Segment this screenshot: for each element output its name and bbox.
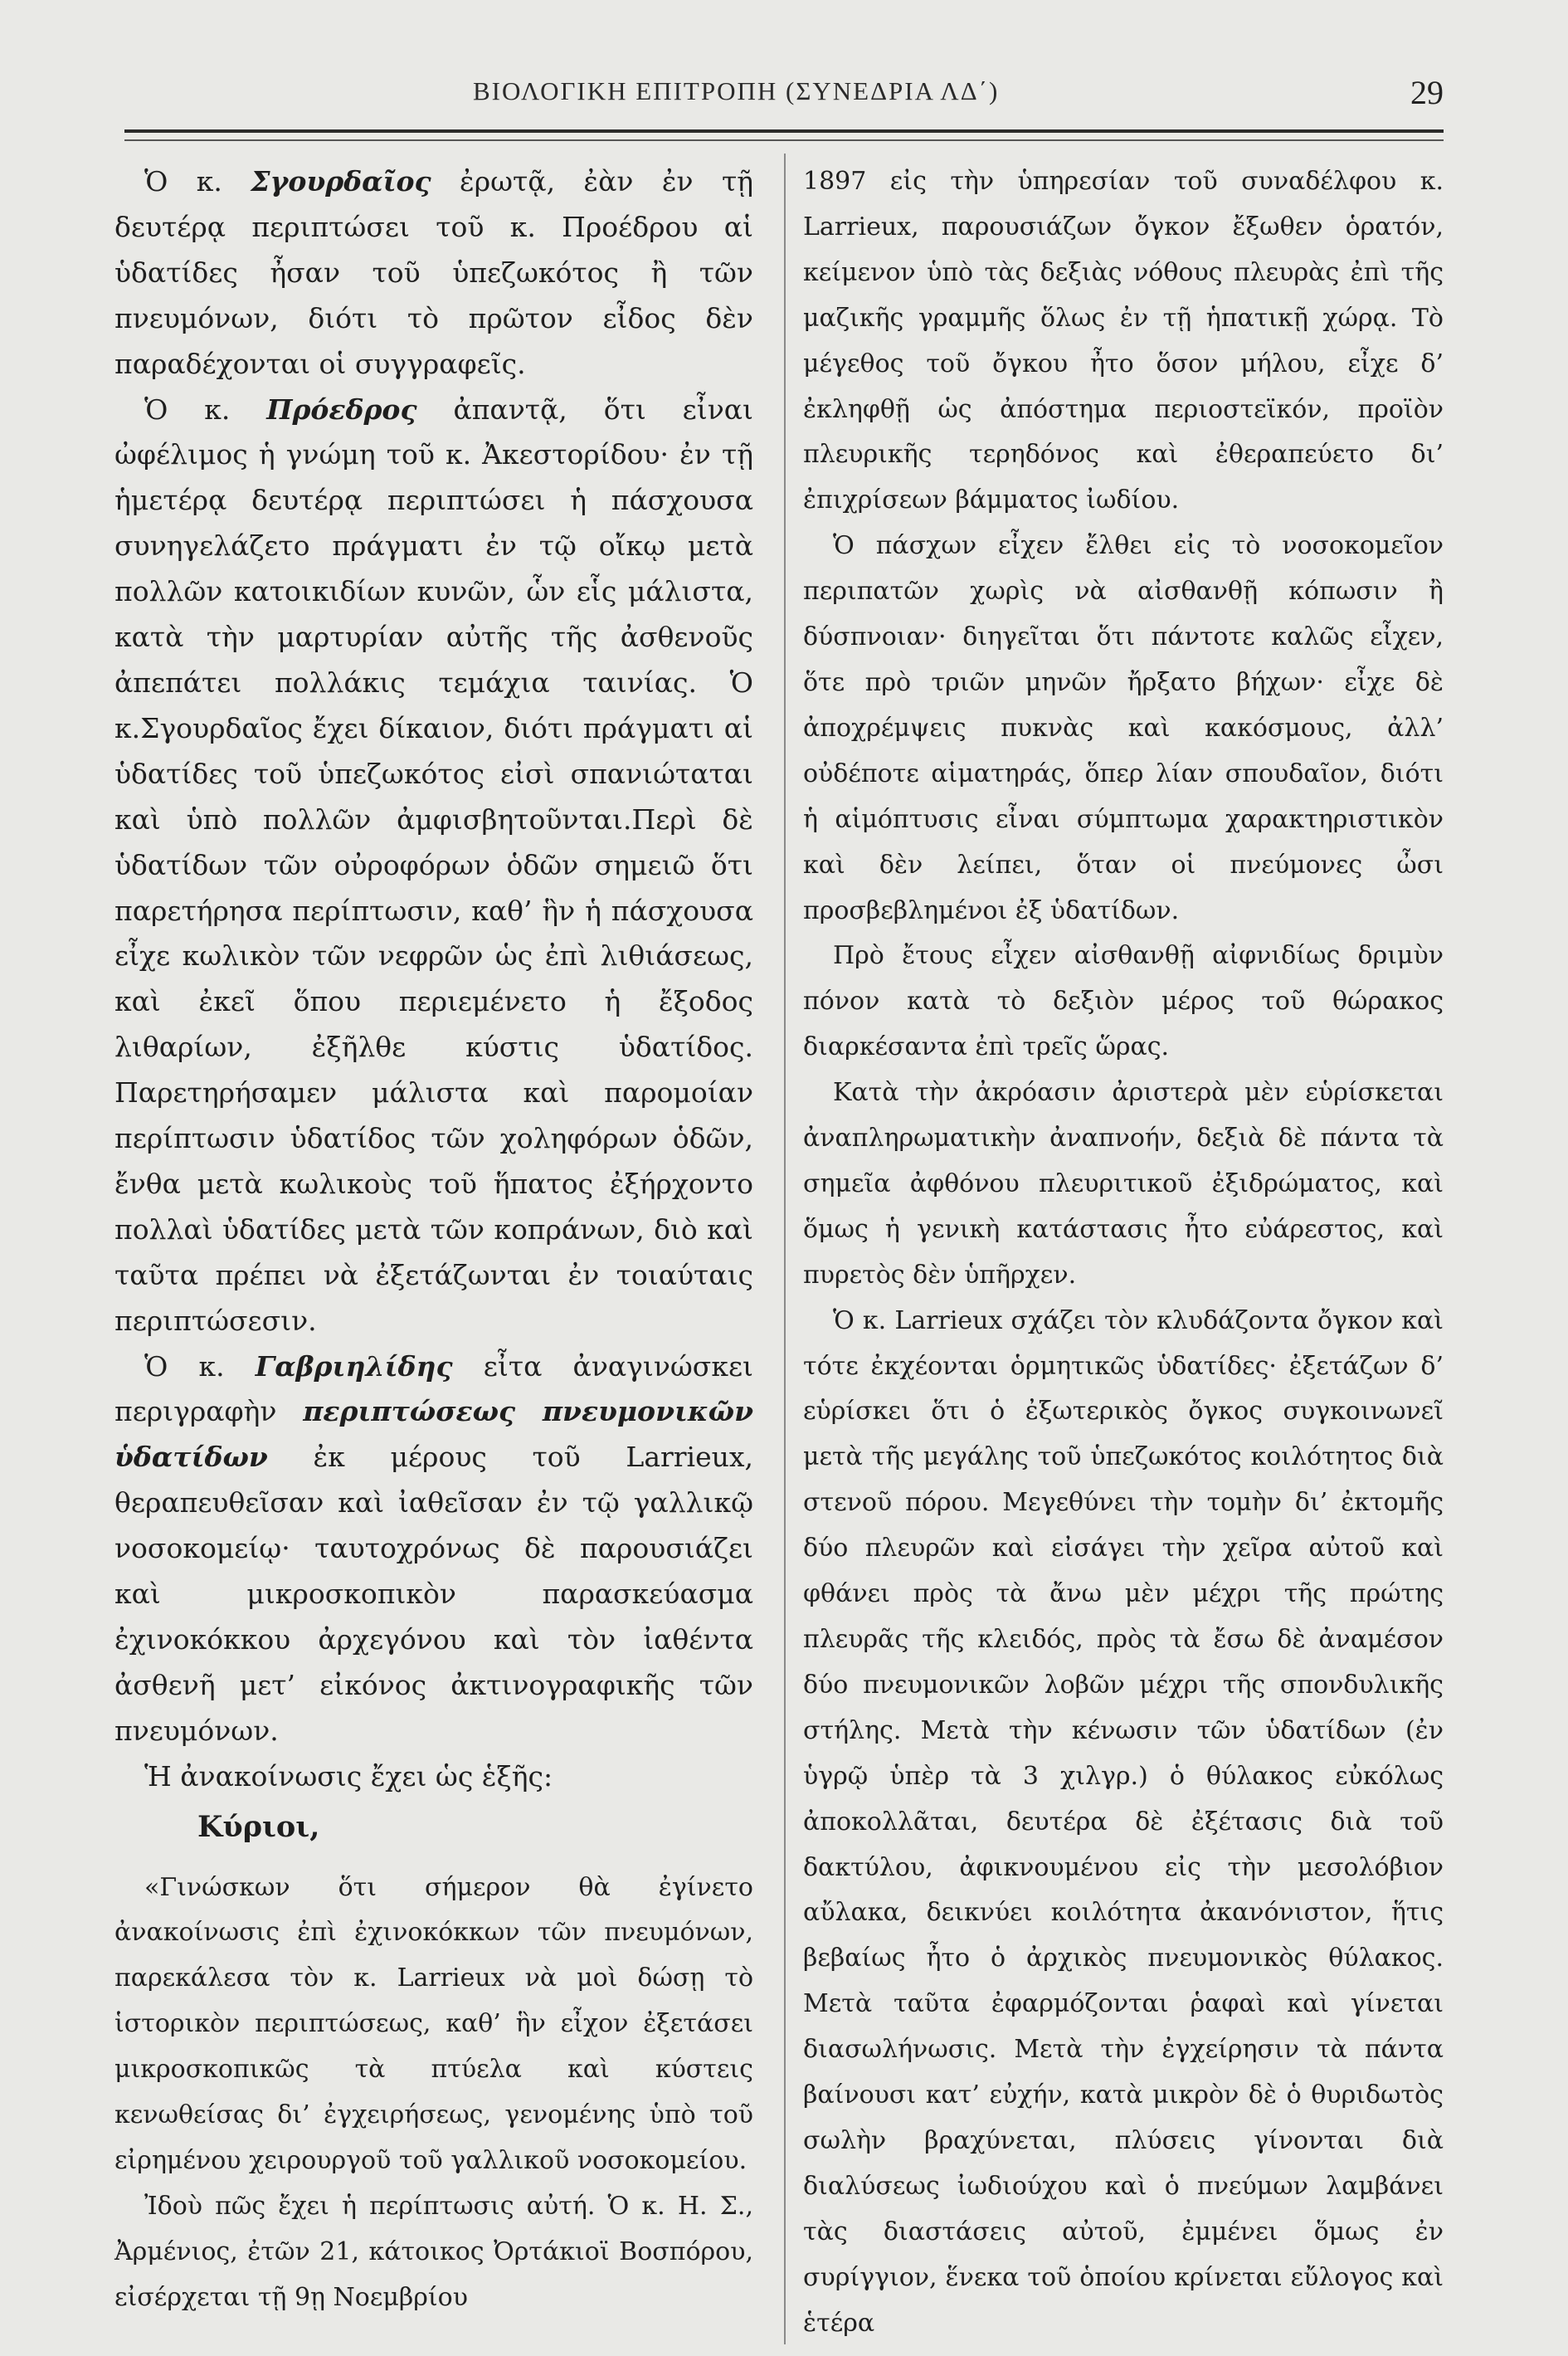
paragraph-gavriilidis	[114, 1344, 753, 1754]
paragraph-operation: Ὁ κ. Larrieux σχάζει τὸν κλυδάζοντα ὄγκον καὶ τότε ἐκχέονται ὁρμητικῶς ὑδατίδες· ἐξετάζων δ’ εὑρίσκει ὅτι ὁ ἐξωτερικὸς ὄγκος συγκοινωνεῖ μετὰ τῆς μεγάλης τοῦ ὑπεζωκότος κοιλότητος διὰ στενοῦ πόρου. Μεγεθύνει τὴν τομὴν δι’ ἐκτομῆς δύο πλευρῶν καὶ εἰσάγει τὴν χεῖρα αὐτοῦ καὶ φθάνει πρὸς τὰ ἄνω μὲν μέχρι τῆς πρώτης πλευρᾶς τῆς κλειδός, πρὸς τὰ ἔσω δὲ ἀναμέσον δύο πνευμονικῶν λοβῶν μέχρι τῆς σπονδυλικῆς στήλης. Μετὰ τὴν κένωσιν τῶν ὑδατίδων (ἐν ὑγρῷ ὑπὲρ τὰ 3 χιλγρ.) ὁ θύλακος εὐκόλως ἀποκολλᾶται, δευτέρα δὲ ἐξέτασις διὰ τοῦ δακτύλου, ἀφικνουμένου εἰς τὴν μεσολόβιον αὔλακα, δεικνύει κοιλότητα ἀκανόνιστον, ἥτις βεβαίως ἦτο ὁ ἀρχικὸς πνευμονικὸς θύλακος. Μετὰ ταῦτα ἐφαρμόζονται ῥαφαὶ καὶ γίνεται διασωλήνωσις. Μετὰ τὴν ἐγχείρησιν τὰ πάντα βαίνουσι κατ’ εὐχήν, κατὰ μικρὸν δὲ ὁ θυριδωτὸς σωλὴν βραχύνεται, πλύσεις γίνονται διὰ διαλύσεως ἰωδιούχου καὶ ὁ πνεύμων λαμβάνει τὰς διαστάσεις αὐτοῦ, ἐμμένει ὅμως ἐν συρίγγιον, ἕνεκα τοῦ ὁποίου κρίνεται εὔλογος καὶ ἑτέρα	[803, 1305, 1444, 2338]
salutation: Κύριοι,	[197, 1809, 320, 1844]
paragraph-text: ἀπαντᾷ, ὅτι εἶναι ὠφέλιμος ἡ γνώμη τοῦ κ. Ἀκεστορίδου· ἐν τῇ ἡμετέρᾳ δευτέρᾳ περιπτώσει ἡ πάσχουσα συνηγελάζετο πράγματι ἐν τῷ οἴκῳ μετὰ πολλῶν κατοικιδίων κυνῶν, ὧν εἷς μάλιστα, κατὰ τὴν μαρτυρίαν αὐτῆς τῆς ἀσθενοῦς ἀπεπάτει πολλάκις τεμάχια ταινίας. Ὁ κ.Σγουρδαῖος ἔχει δίκαιον, διότι πράγματι αἱ ὑδατίδες τοῦ ὑπεζωκότος εἰσὶ σπανιώταται καὶ ὑπὸ πολλῶν ἀμφισβητοῦνται.Περὶ δὲ ὑδατίδων τῶν οὐροφόρων ὁδῶν σημειῶ ὅτι παρετήρησα περίπτωσιν, καθ’ ἣν ἡ πάσχουσα εἶχε κωλικὸν τῶν νεφρῶν ὡς ἐπὶ λιθιάσεως, καὶ ἐκεῖ ὅπου περιεμένετο ἡ ἔξοδος λιθαρίων, ἐξῆλθε κύστις ὑδατίδος. Παρετηρήσαμεν μάλιστα καὶ παρομοίαν περίπτωσιν ὑδατίδος τῶν χοληφόρων ὁδῶν, ἔνθα μετὰ κωλικοὺς τοῦ ἥπατος ἐξήρχοντο πολλαὶ ὑδατίδες μετὰ τῶν κοπράνων, διὸ καὶ ταῦτα πρέπει νὰ ἐξετάζωνται ἐν τοιαύταις περιπτώσεσιν.	[114, 393, 753, 1337]
speaker-name: Πρόεδρος	[266, 393, 417, 426]
speaker-name: Γαβριηλίδης	[255, 1349, 453, 1383]
communication-title: περιπτώσεως πνευμονικῶν ὑδατίδων	[114, 1395, 753, 1474]
header-rule-thick	[124, 129, 1444, 133]
paragraph-text: ἐρωτᾷ, ἐὰν ἐν τῇ δευτέρᾳ περιπτώσει τοῦ κ. Προέδρου αἱ ὑδατίδες ἦσαν τοῦ ὑπεζωκότος ἢ τῶν πνευμόνων, διότι τὸ πρῶτον εἶδος δὲν παραδέχονται οἱ συγγραφεῖς.	[114, 165, 753, 380]
paragraph-text: εἶτα ἀναγινώσκει περιγραφὴν	[114, 1349, 753, 1428]
header-rule-thin	[124, 139, 1444, 141]
paragraph-case: Ἰδοὺ πῶς ἔχει ἡ περίπτωσις αὐτή. Ὁ κ. Η. Σ., Ἀρμένιος, ἐτῶν 21, κάτοικος Ὀρτάκιοϊ Βοσπόρου, εἰσέρχεται τῇ 9ῃ Νοεμβρίου	[114, 2191, 753, 2312]
paragraph-intro: Ἡ ἀνακοίνωσις ἔχει ὡς ἑξῆς:	[144, 1759, 553, 1793]
running-title: ΒΙΟΛΟΓΙΚΗ ΕΠΙΤΡΟΠΗ (ΣΥΝΕΔΡΙΑ ΛΔ΄)	[473, 76, 1000, 105]
paragraph-auscultation: Κατὰ τὴν ἀκρόασιν ἀριστερὰ μὲν εὑρίσκεται ἀναπληρωματικὴν ἀναπνοήν, δεξιὰ δὲ πάντα τὰ σημεῖα ἀφθόνου πλευριτικοῦ ἐξιδρώματος, καὶ ὅμως ἡ γενικὴ κατάστασις ἦτο εὐάρεστος, καὶ πυρετὸς δὲν ὑπῆρχεν.	[803, 1078, 1444, 1290]
column-divider	[784, 154, 786, 2344]
paragraph-history: Ὁ πάσχων εἶχεν ἔλθει εἰς τὸ νοσοκομεῖον περιπατῶν χωρὶς νὰ αἰσθανθῇ κόπωσιν ἢ δύσπνοιαν· διηγεῖται ὅτι πάντοτε καλῶς εἶχεν, ὅτε πρὸ τριῶν μηνῶν ἤρξατο βήχων· εἶχε δὲ ἀποχρέμψεις πυκνὰς καὶ κακόσμους, ἀλλ’ οὐδέποτε αἱματηράς, ὅπερ λίαν σπουδαῖον, διότι ἡ αἱμόπτυσις εἶναι σύμπτωμα χαρακτηριστικὸν καὶ δὲν λείπει, ὅταν οἱ πνεύμονες ὦσι προσβεβλημένοι ἐξ ὑδατίδων.	[803, 531, 1444, 925]
speaker-prefix: Ὁ κ.	[144, 1349, 256, 1383]
paragraph-text: ἐκ μέρους τοῦ Larrieux, θεραπευθεῖσαν καὶ ἰαθεῖσαν ἐν τῷ γαλλικῷ νοσοκομείῳ· ταυτοχρόνως δὲ παρουσιάζει καὶ μικροσκοπικὸν παρασκεύασμα ἐχινοκόκκου ἀρχεγόνου καὶ τὸν ἰαθέντα ἀσθενῆ μετ’ εἰκόνος ἀκτινογραφικῆς τῶν πνευμόνων.	[114, 1441, 753, 1747]
page-number: 29	[1410, 74, 1444, 111]
paragraph-pain: Πρὸ ἔτους εἶχεν αἰσθανθῇ αἰφνιδίως δριμὺν πόνον κατὰ τὸ δεξιὸν μέρος τοῦ θώρακος διαρκέσαντα ἐπὶ τρεῖς ὥρας.	[803, 941, 1444, 1062]
paragraph-continuation: 1897 εἰς τὴν ὑπηρεσίαν τοῦ συναδέλφου κ. Larrieux, παρουσιάζων ὄγκον ἔξωθεν ὁρατόν, κείμενον ὑπὸ τὰς δεξιὰς νόθους πλευρὰς ἐπὶ τῆς μαζικῆς γραμμῆς ὅλως ἐν τῇ ἡπατικῇ χώρᾳ. Τὸ μέγεθος τοῦ ὄγκου ἦτο ὅσον μήλου, εἶχε δ’ ἐκληφθῇ ὡς ἀπόστημα περιοστεϊκόν, προϊὸν πλευρικῆς τερηδόνος καὶ ἐθεραπεύετο δι’ ἐπιχρίσεων βάμματος ἰωδίου.	[803, 167, 1444, 515]
paragraph-sgourdaios	[114, 159, 753, 388]
speaker-prefix: Ὁ κ.	[144, 165, 251, 198]
paragraph-quote-start: «Γινώσκων ὅτι σήμερον θὰ ἐγίνετο ἀνακοίνωσις ἐπὶ ἐχινοκόκκων τῶν πνευμόνων, παρεκάλεσα τὸν κ. Larrieux νὰ μοὶ δώσῃ τὸ ἱστορικὸν περιπτώσεως, καθ’ ἣν εἶχον ἐξετάσει μικροσκοπικῶς τὰ πτύελα καὶ κύστεις κενωθείσας δι’ ἐγχειρήσεως, γενομένης ὑπὸ τοῦ εἰρημένου χειρουργοῦ τοῦ γαλλικοῦ νοσοκομείου.	[114, 1872, 753, 2175]
left-column	[114, 159, 753, 2321]
paragraph-president	[114, 388, 753, 1344]
speaker-name: Σγουρδαῖος	[251, 165, 431, 198]
right-column	[803, 159, 1444, 2347]
page-header	[124, 73, 1444, 123]
speaker-prefix: Ὁ κ.	[144, 393, 267, 426]
